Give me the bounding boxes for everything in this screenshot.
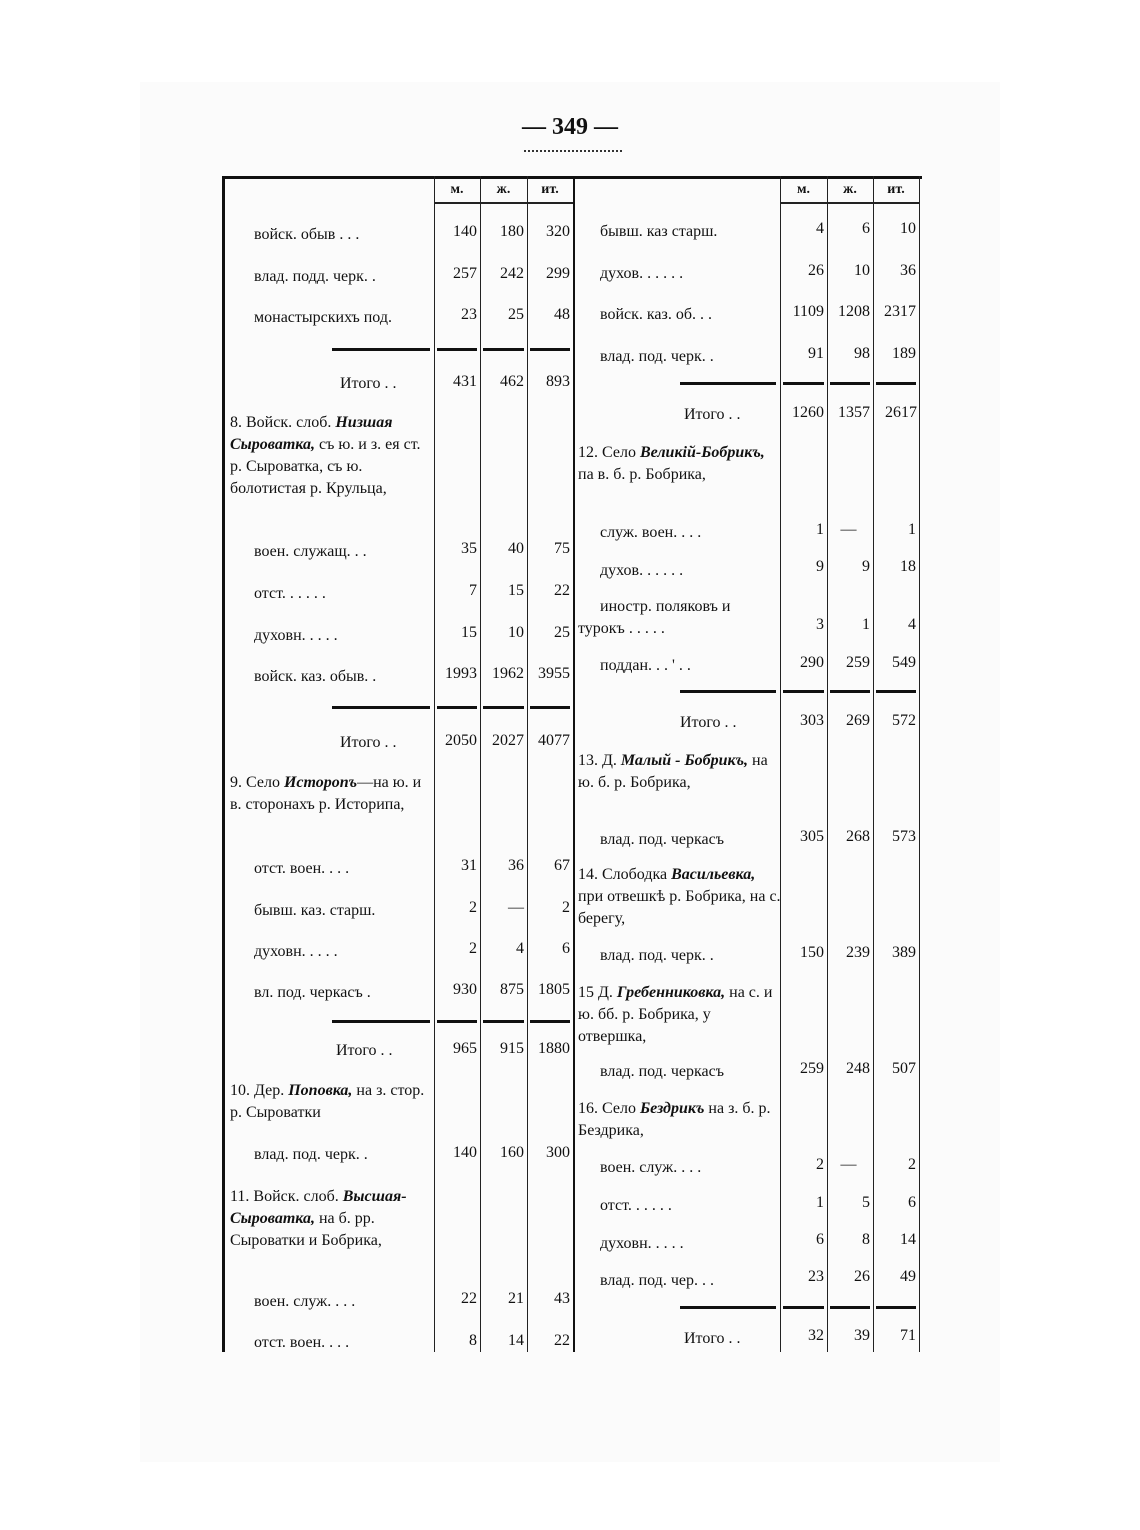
left-row-zh: — [508,899,524,916]
entry-prefix: 13. Д. [578,752,617,769]
census-table [222,176,922,1352]
left-row-zh: 36 [508,857,524,874]
page-number: — 349 — [522,114,618,140]
left-total-m: 431 [453,373,477,390]
left-col-line-it [527,176,528,1352]
left-row-zh: 10 [508,624,524,641]
left-row-label: отст. воен. . . . [254,860,350,877]
right-row-m: 3 [816,616,824,633]
left-row-zh: 875 [500,981,524,998]
right-row-it: 10 [900,220,916,237]
left-row-m: 8 [469,1332,477,1349]
right-total-it: 572 [892,712,916,729]
left-col-line-m [434,176,435,1352]
entry-description: съ ю. и з. ея ст. р. Сыроватка, съ ю. болотистая р. Крульца, [230,436,421,497]
right-total-rule [680,1306,776,1309]
right-total-rule [783,690,824,693]
right-row-it: 1 [908,521,916,538]
left-row-m: 2 [469,940,477,957]
left-row-m: 35 [461,540,477,557]
right-row-label: служ. воен. . . . [600,524,702,541]
right-total-label: Итого . . [684,406,741,423]
right-row-it: 389 [892,944,916,961]
right-row-zh: 1208 [838,303,870,320]
left-row-it: 300 [546,1144,570,1161]
right-row-label: отст. . . . . . [600,1197,672,1214]
left-row-it: 299 [546,265,570,282]
right-row-it: 2317 [884,303,916,320]
left-row-m: 140 [453,1144,477,1161]
right-row-zh: 259 [846,654,870,671]
right-row-zh: — [840,1156,857,1173]
left-total-rule [332,706,430,709]
entry-13 [578,750,778,794]
right-total-rule [876,382,916,385]
right-row-label: турокъ . . . . . [578,620,665,637]
right-row-label: духовн. . . . . [600,1235,684,1252]
entry-description: на с. и ю. бб. р. Бобрика, у отвершка, [578,984,773,1045]
right-row-zh: 1 [862,616,870,633]
left-row-label: влад. подд. черк. . [254,268,376,285]
left-row-zh: 160 [500,1144,524,1161]
right-total-rule [830,690,870,693]
left-row-it: 67 [554,857,570,874]
right-row-m: 1109 [792,303,824,320]
left-total-it: 4077 [538,732,570,749]
left-total-rule [332,348,430,351]
right-row-m: 290 [800,654,824,671]
left-total-rule [437,706,477,709]
entry-12 [578,442,778,486]
entry-prefix: 12. Село [578,444,636,461]
right-total-rule [876,1306,916,1309]
left-row-label: отст. . . . . . [254,585,326,602]
right-row-m: 9 [816,558,824,575]
right-row-it: 18 [900,558,916,575]
right-total-m: 32 [808,1327,824,1344]
left-row-it: 1805 [538,981,570,998]
left-total-label: Итого . . [340,734,397,751]
left-total-rule [437,1020,477,1023]
entry-description: па в. б. р. Бобрика, [578,466,706,483]
entry-prefix: 15 Д. [578,984,613,1001]
right-header-it: ит. [887,182,905,197]
right-row-m: 150 [800,944,824,961]
entry-description: —на ю. и в. сторонахъ р. Историпа, [230,774,422,813]
entry-place-name: Поповка, [288,1082,353,1099]
entry-description: на з. стор. р. Сыроватки [230,1082,425,1121]
right-total-rule [876,690,916,693]
left-row-label: войск. обыв . . . [254,226,360,243]
right-total-rule [680,690,776,693]
left-total-rule [483,348,524,351]
left-total-label: Итого . . [340,375,397,392]
left-total-rule [530,706,570,709]
left-total-rule [530,348,570,351]
left-total-it: 1880 [538,1040,570,1057]
right-row-label: иностр. поляковъ и [600,598,731,615]
left-row-label: влад. под. черк. . [254,1146,368,1163]
entry-10 [230,1080,435,1124]
entry-16 [578,1098,783,1142]
left-total-zh: 2027 [492,732,524,749]
right-row-label: влад. под. чер. . . [600,1272,714,1289]
right-row-zh: 26 [854,1268,870,1285]
table-column-divider [573,176,575,1352]
right-row-m: 2 [816,1156,824,1173]
right-row-m: 305 [800,828,824,845]
left-row-m: 15 [461,624,477,641]
entry-place-name: Бездрикъ [639,1100,705,1117]
left-row-it: 22 [554,1332,570,1349]
right-total-rule [783,1306,824,1309]
entry-14 [578,864,783,930]
left-total-m: 965 [453,1040,477,1057]
right-total-it: 2617 [885,404,917,421]
right-row-label: влад. под. черкасъ [600,831,724,848]
right-total-m: 303 [800,712,824,729]
left-row-m: 31 [461,857,477,874]
right-total-zh: 39 [854,1327,870,1344]
left-row-label: воен. служащ. . . [254,543,367,560]
entry-place-name: Высшая-Сыроватка, [230,1188,407,1227]
left-row-it: 2 [562,899,570,916]
right-total-zh: 1357 [838,404,870,421]
entry-prefix: 11. Войск. слоб. [230,1188,339,1205]
right-total-rule [680,382,776,385]
left-row-it: 6 [562,940,570,957]
right-row-zh: — [840,521,857,538]
right-row-it: 507 [892,1060,916,1077]
right-row-m: 6 [816,1231,824,1248]
right-row-zh: 6 [862,220,870,237]
left-total-rule [483,706,524,709]
left-total-rule [483,1020,524,1023]
entry-description: при отвешкѣ р. Бобрика, на с. берегу, [578,888,781,927]
entry-place-name: Васильевка, [671,866,756,883]
right-row-zh: 5 [862,1194,870,1211]
left-header-m: м. [450,182,464,197]
right-row-label: духов. . . . . . [600,562,684,579]
right-row-label: воен. служ. . . . [600,1159,702,1176]
left-row-m: 23 [461,306,477,323]
right-row-m: 4 [816,220,824,237]
right-row-label: войск. каз. об. . . [600,306,712,323]
left-row-label: воен. служ. . . . [254,1293,356,1310]
right-total-rule [783,382,824,385]
left-row-label: бывш. каз. старш. [254,902,376,919]
left-row-it: 75 [554,540,570,557]
entry-place-name: Великій-Бобрикъ, [639,444,765,461]
right-row-it: 6 [908,1194,916,1211]
right-header-rule [780,202,919,204]
left-row-m: 22 [461,1290,477,1307]
right-row-label: влад. под. черкасъ [600,1063,724,1080]
entry-place-name: Низшая Сыроватка, [230,414,393,453]
left-row-label: отст. воен. . . . [254,1334,350,1351]
left-row-m: 930 [453,981,477,998]
right-row-m: 23 [808,1268,824,1285]
right-row-it: 573 [892,828,916,845]
right-row-zh: 98 [854,345,870,362]
left-row-it: 22 [554,582,570,599]
left-total-rule [530,1020,570,1023]
right-row-m: 259 [800,1060,824,1077]
page-number-underline [524,146,622,152]
left-row-zh: 14 [508,1332,524,1349]
right-row-it: 2 [908,1156,916,1173]
left-row-zh: 242 [500,265,524,282]
entry-15 [578,982,783,1048]
entry-description: на б. рр. Сыроватки и Бобрика, [230,1210,382,1249]
entry-place-name: Гребенниковка, [616,984,726,1001]
entry-8 [230,412,430,500]
right-row-m: 91 [808,345,824,362]
left-row-zh: 180 [500,223,524,240]
left-header-it: ит. [541,182,559,197]
left-row-it: 48 [554,306,570,323]
left-header-zh: ж. [496,182,511,197]
right-row-it: 189 [892,345,916,362]
left-row-m: 2 [469,899,477,916]
left-row-m: 257 [453,265,477,282]
right-row-it: 4 [908,616,916,633]
left-total-label: Итого . . [336,1042,393,1059]
left-total-m: 2050 [445,732,477,749]
right-header-m: м. [796,182,811,197]
left-row-it: 25 [554,624,570,641]
right-row-label: духов. . . . . . [600,265,684,282]
left-row-it: 43 [554,1290,570,1307]
right-total-rule [830,382,870,385]
right-row-it: 549 [892,654,916,671]
left-col-line-zh [480,176,481,1352]
left-row-zh: 15 [508,582,524,599]
left-row-zh: 4 [516,940,524,957]
right-col-line-end [919,176,920,1352]
right-row-it: 36 [900,262,916,279]
left-row-it: 3955 [538,665,570,682]
right-row-m: 26 [808,262,824,279]
entry-place-name: Малый - Бобрикъ, [620,752,749,769]
table-left-border [222,176,225,1352]
right-row-zh: 268 [846,828,870,845]
right-total-it: 71 [900,1327,916,1344]
left-total-it: 893 [546,373,570,390]
entry-prefix: 14. Слободка [578,866,668,883]
left-row-m: 7 [469,582,477,599]
right-row-zh: 239 [846,944,870,961]
entry-prefix: 8. Войск. слоб. [230,414,332,431]
left-total-zh: 462 [500,373,524,390]
right-total-rule [830,1306,870,1309]
right-total-m: 1260 [792,404,824,421]
left-row-zh: 21 [508,1290,524,1307]
right-row-label: поддан. . . ' . . [600,657,691,674]
right-total-label: Итого . . [680,714,737,731]
entry-place-name: Исторопъ [283,774,358,791]
right-row-label: влад. под. черк. . [600,348,714,365]
right-row-it: 14 [900,1231,916,1248]
left-header-rule [434,202,573,204]
right-row-zh: 8 [862,1231,870,1248]
left-row-m: 140 [453,223,477,240]
left-row-zh: 25 [508,306,524,323]
left-row-label: духовн. . . . . [254,943,338,960]
right-row-zh: 10 [854,262,870,279]
right-header-zh: ж. [843,182,857,197]
entry-description: на з. б. р. Бездрика, [578,1100,771,1139]
entry-11 [230,1186,435,1252]
entry-prefix: 10. Дер. [230,1082,285,1099]
right-total-zh: 269 [846,712,870,729]
left-row-label: вл. под. черкасъ . [254,984,371,1001]
right-row-label: влад. под. черк. . [600,947,714,964]
left-row-label: войск. каз. обыв. . [254,668,377,685]
right-row-label: бывш. каз старш. [600,223,718,240]
right-total-label: Итого . . [684,1330,741,1347]
left-row-zh: 40 [508,540,524,557]
left-row-zh: 1962 [492,665,524,682]
right-row-zh: 248 [846,1060,870,1077]
left-total-zh: 915 [500,1040,524,1057]
left-total-rule [332,1020,430,1023]
left-row-it: 320 [546,223,570,240]
entry-prefix: 16. Село [578,1100,636,1117]
entry-9 [230,772,430,816]
right-row-it: 49 [900,1268,916,1285]
entry-description: на ю. б. р. Бобрика, [578,752,768,791]
entry-prefix: 9. Село [230,774,280,791]
table-top-border [222,176,922,179]
left-row-label: монастырскихъ под. [254,309,392,326]
right-row-m: 1 [816,521,824,538]
right-row-zh: 9 [862,558,870,575]
left-row-m: 1993 [445,665,477,682]
right-row-m: 1 [816,1194,824,1211]
left-row-label: духовн. . . . . [254,627,338,644]
left-total-rule [437,348,477,351]
